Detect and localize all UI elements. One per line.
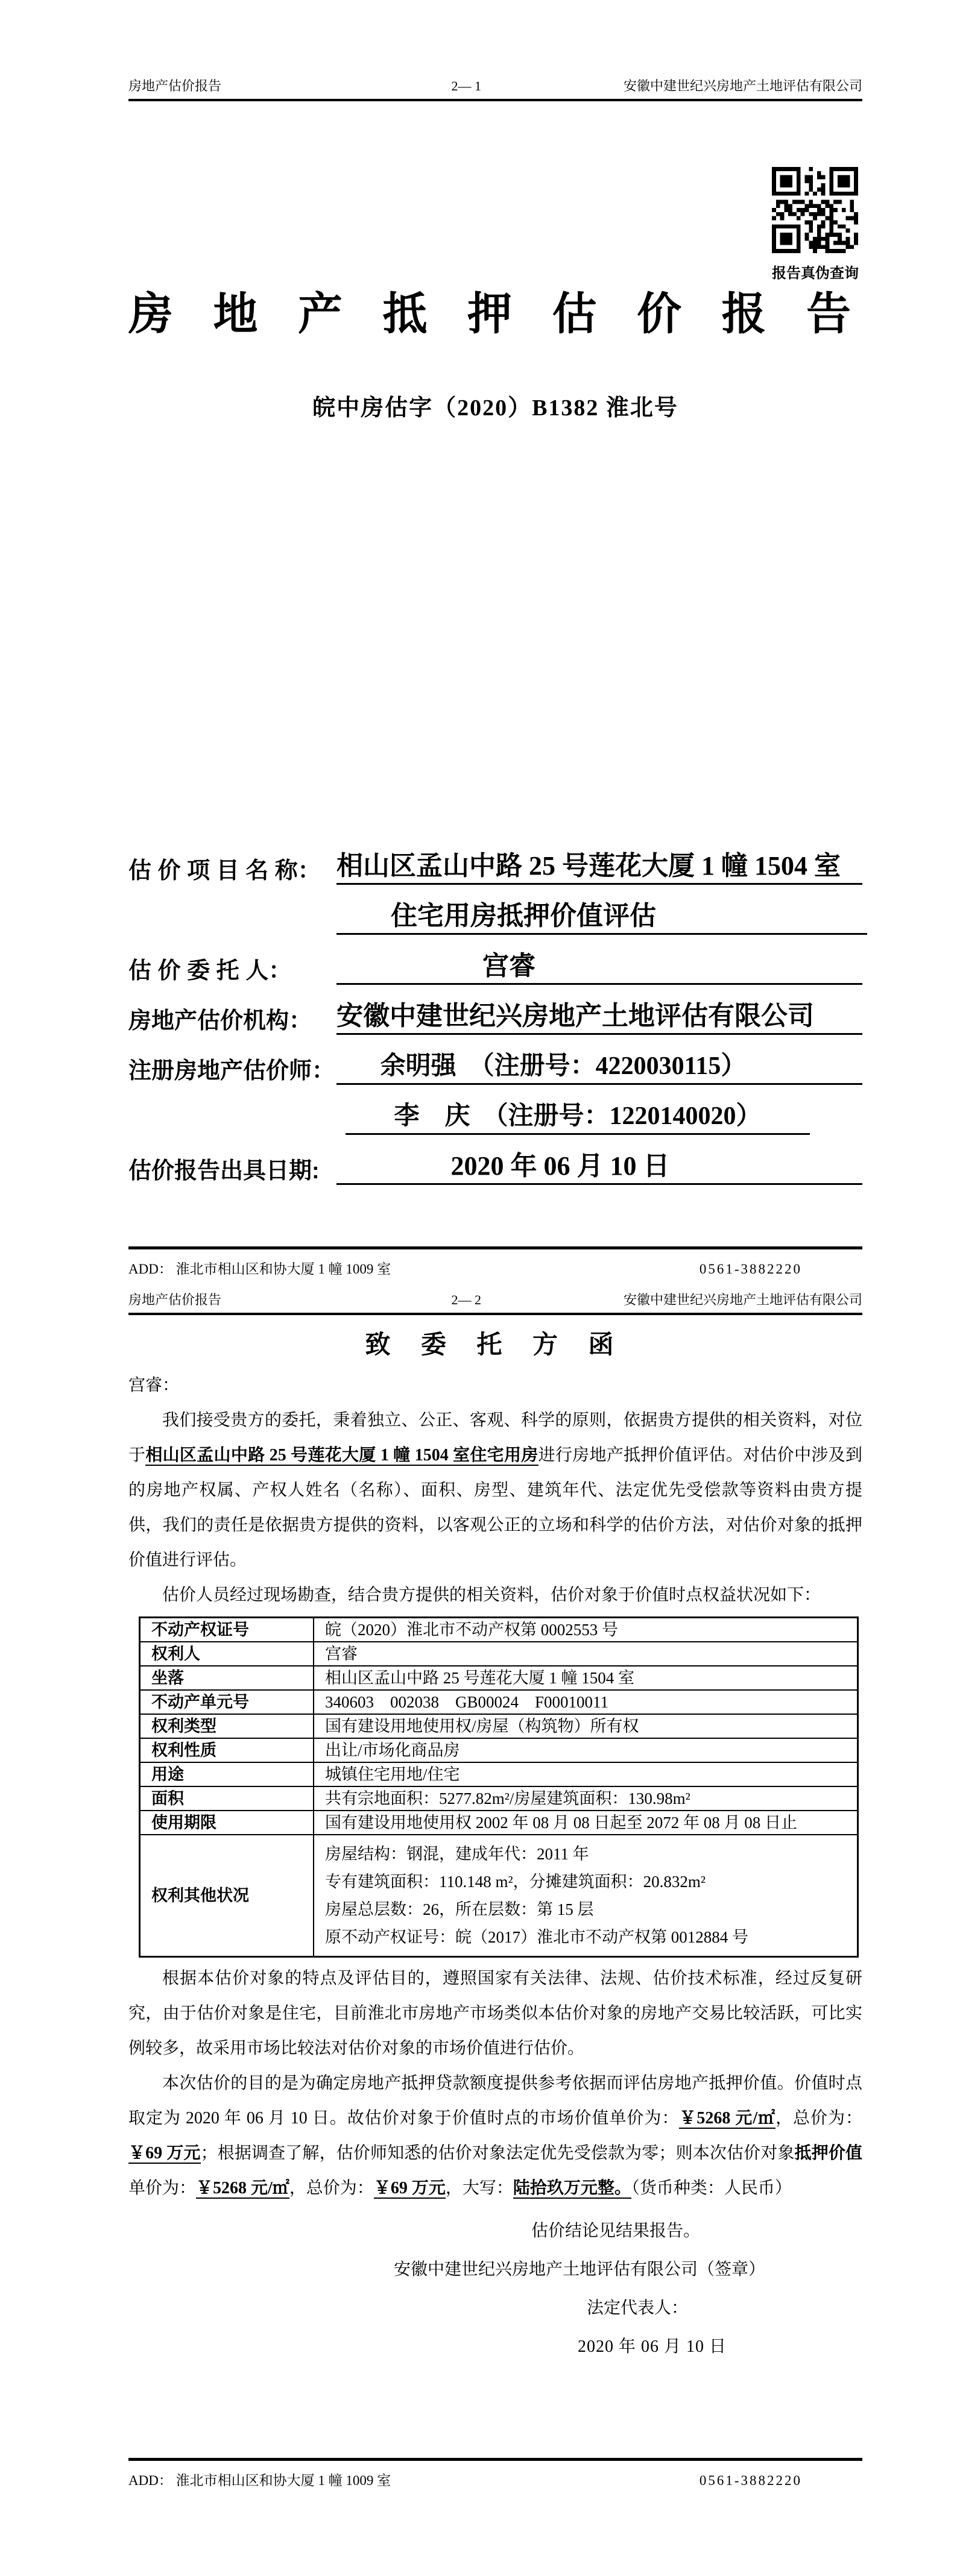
row-value: 国有建设用地使用权 2002 年 08 月 08 日起至 2072 年 08 月 08 日止: [314, 1811, 858, 1835]
p4-mortgage-total-price: ￥69 万元: [373, 2178, 446, 2197]
letter-paragraph-1: [128, 1403, 862, 1578]
field-agency-value: 安徽中建世纪兴房地产土地评估有限公司: [336, 999, 862, 1035]
row-label: 不动产权证号: [140, 1618, 314, 1642]
table-row: [140, 1835, 858, 1957]
p4-text: 单价为：: [128, 2178, 197, 2197]
row-label: 权利其他状况: [140, 1835, 314, 1957]
field-project-name-line2: [128, 885, 862, 935]
other-rights-line: 专有建筑面积：110.148 m²，分摊建筑面积：20.832m²: [325, 1872, 706, 1891]
field-appraiser: [128, 1035, 862, 1085]
row-label: 权利人: [140, 1642, 314, 1666]
p4-text: ；根据调查了解，估价师知悉的估价对象法定优先受偿款为零；则本次估价对象: [200, 2143, 795, 2163]
letter-salutation: 宫睿：: [128, 1376, 180, 1395]
footer-address: ADD： 淮北市相山区和协大厦 1 幢 1009 室: [128, 2473, 391, 2488]
running-header-company: 安徽中建世纪兴房地产土地评估有限公司: [623, 1292, 862, 1307]
footer-address: ADD： 淮北市相山区和协大厦 1 幢 1009 室: [128, 1261, 391, 1277]
row-value: 340603 002038 GB00024 F00010011: [314, 1690, 858, 1714]
row-label: 用途: [140, 1762, 314, 1786]
closing-block: [128, 2212, 862, 2366]
p4-currency-note: （货币种类：人民币）: [631, 2178, 792, 2197]
running-header-company: 安徽中建世纪兴房地产土地评估有限公司: [623, 78, 862, 93]
signature-date: 2020 年 06 月 10 日: [578, 2337, 727, 2356]
footer-phone: 0561-3882220: [699, 2473, 802, 2488]
other-rights-line: 房屋结构：钢混，建成年代：2011 年: [325, 1844, 589, 1863]
field-agency: [128, 985, 862, 1035]
row-value: 皖（2020）淮北市不动产权第 0002553 号: [314, 1618, 858, 1642]
row-value: [314, 1835, 858, 1957]
field-appraiser-value-1: 余明强 （注册号：4220030115）: [336, 1049, 862, 1085]
p4-amount-in-words: 陆拾玖万元整。: [513, 2178, 631, 2197]
field-appraiser-value-2: 李 庆 （注册号：1220140020）: [346, 1099, 810, 1135]
field-agency-label: 房地产估价机构：: [128, 1008, 312, 1034]
table-row: [140, 1786, 858, 1811]
row-value: 相山区孟山中路 25 号莲花大厦 1 幢 1504 室: [314, 1666, 858, 1690]
row-label: 不动产单元号: [140, 1690, 314, 1714]
row-value: 城镇住宅用地/住宅: [314, 1762, 858, 1786]
p4-text: 本次估价的目的是为确定房地产抵押贷款额度提供参考依据而评估房地产抵押价值。价值时点取定为 2020 年 06 月 10 日。故估价对象于价值时点的市场价值单价为：: [128, 2073, 862, 2128]
p4-text: ，总价为：: [289, 2178, 374, 2197]
running-header-title: 房地产估价报告: [128, 1292, 222, 1307]
table-row: [140, 1690, 858, 1714]
letter-body: [128, 1368, 862, 2366]
field-appraiser-line2: [128, 1085, 862, 1135]
property-rights-table: [139, 1616, 859, 1958]
field-project-value-line2: 住宅用房抵押价值评估: [336, 899, 867, 935]
p1-subject-address: 相山区孟山中路 25 号莲花大厦 1 幢 1504 室住宅用房: [145, 1446, 539, 1465]
qr-code-icon: [772, 167, 858, 253]
field-project-name: [128, 835, 862, 885]
page1-running-footer: [128, 1246, 862, 1278]
row-value: 出让/市场化商品房: [314, 1738, 858, 1762]
row-label: 坐落: [140, 1666, 314, 1690]
field-report-date-label: 估价报告出具日期:: [128, 1158, 320, 1184]
letter-paragraph-4: [128, 2066, 862, 2206]
table-row: [140, 1618, 858, 1642]
field-project-value-line1: 相山区孟山中路 25 号莲花大厦 1 幢 1504 室: [336, 849, 862, 885]
row-label: 面积: [140, 1786, 314, 1811]
p4-unit-price: ￥5268 元/㎡: [679, 2108, 776, 2128]
field-appraiser-label: 注册房地产估价师：: [128, 1058, 335, 1084]
report-number: 皖中房估字（2020）B1382 淮北号: [312, 395, 678, 421]
row-value: 宫睿: [314, 1642, 858, 1666]
page2-running-footer: [128, 2458, 862, 2490]
field-client-label: 估 价 委 托 人：: [128, 958, 292, 984]
p1-text: 我们接受贵方的委托，秉着独立、公正、客观、科学的原则，依据贵方提供的相关资料，对位于: [128, 1411, 862, 1465]
letter-title: 致 委 托 方 函: [365, 1331, 626, 1359]
table-row: [140, 1738, 858, 1762]
report-title: 房 地 产 抵 押 估 价 报 告: [128, 290, 865, 339]
cover-fields: [128, 835, 862, 1185]
page1-running-header: [128, 77, 862, 101]
letter-paragraph-3: 根据本估价对象的特点及评估目的，遵照国家有关法律、法规、估价技术标准，经过反复研究，由于估价对象是住宅，目前淮北市房地产市场类似本估价对象的房地产交易比较活跃，可比实例较多，故采用市场比较法对估价对象的市场价值进行估价。: [128, 1968, 862, 2058]
p4-mortgage-unit-price: ￥5268 元/㎡: [196, 2178, 289, 2197]
running-header-title: 房地产估价报告: [128, 78, 222, 93]
row-value: 共有宗地面积：5277.82m²/房屋建筑面积：130.98m²: [314, 1786, 858, 1811]
p4-mortgage-value-term: 抵押价值: [794, 2143, 862, 2163]
row-value: 国有建设用地使用权/房屋（构筑物）所有权: [314, 1714, 858, 1738]
field-report-date-value: 2020 年 06 月 10 日: [336, 1149, 862, 1185]
qr-caption: 报告真伪查询: [772, 265, 859, 281]
report-verification-block: [772, 167, 858, 282]
signature-company: 安徽中建世纪兴房地产土地评估有限公司（签章）: [394, 2260, 766, 2279]
p1-text: 进行房地产抵押价值评估。对估价中涉及到的房地产权属、产权人姓名（名称）、面积、房型、建筑年代、法定优先受偿款等资料由贵方提供，我们的责任是依据贵方提供的资料，以客观公正的立场和科学的估价方法，对估价对象的抵押价值进行评估。: [128, 1446, 862, 1569]
page1-page-number: 2— 1: [451, 78, 481, 93]
legal-representative-label: 法定代表人：: [587, 2298, 689, 2317]
page2-running-header: [128, 1291, 862, 1315]
field-client-value: 宫睿: [336, 949, 862, 985]
p4-total-price: ￥69 万元: [128, 2143, 201, 2163]
row-label: 使用期限: [140, 1811, 314, 1835]
table-row: [140, 1762, 858, 1786]
field-report-date: [128, 1135, 862, 1185]
conclusion-note: 估价结论见结果报告。: [531, 2221, 701, 2240]
table-row: [140, 1811, 858, 1835]
table-row: [140, 1642, 858, 1666]
field-client: [128, 935, 862, 985]
table-row: [140, 1714, 858, 1738]
other-rights-line: 房屋总层数：26，所在层数：第 15 层: [325, 1900, 594, 1918]
field-project-label: 估 价 项 目 名 称：: [128, 858, 321, 884]
letter-paragraph-2: 估价人员经过现场勘查，结合贵方提供的相关资料，估价对象于价值时点权益状况如下：: [162, 1586, 821, 1604]
footer-phone: 0561-3882220: [699, 1261, 802, 1277]
p4-text: ，总价为：: [775, 2108, 862, 2128]
row-label: 权利类型: [140, 1714, 314, 1738]
other-rights-line: 原不动产权证号：皖（2017）淮北市不动产权第 0012884 号: [325, 1927, 748, 1946]
page2-page-number: 2— 2: [451, 1292, 481, 1307]
p4-text: ，大写：: [445, 2178, 513, 2197]
table-row: [140, 1666, 858, 1690]
row-label: 权利性质: [140, 1738, 314, 1762]
